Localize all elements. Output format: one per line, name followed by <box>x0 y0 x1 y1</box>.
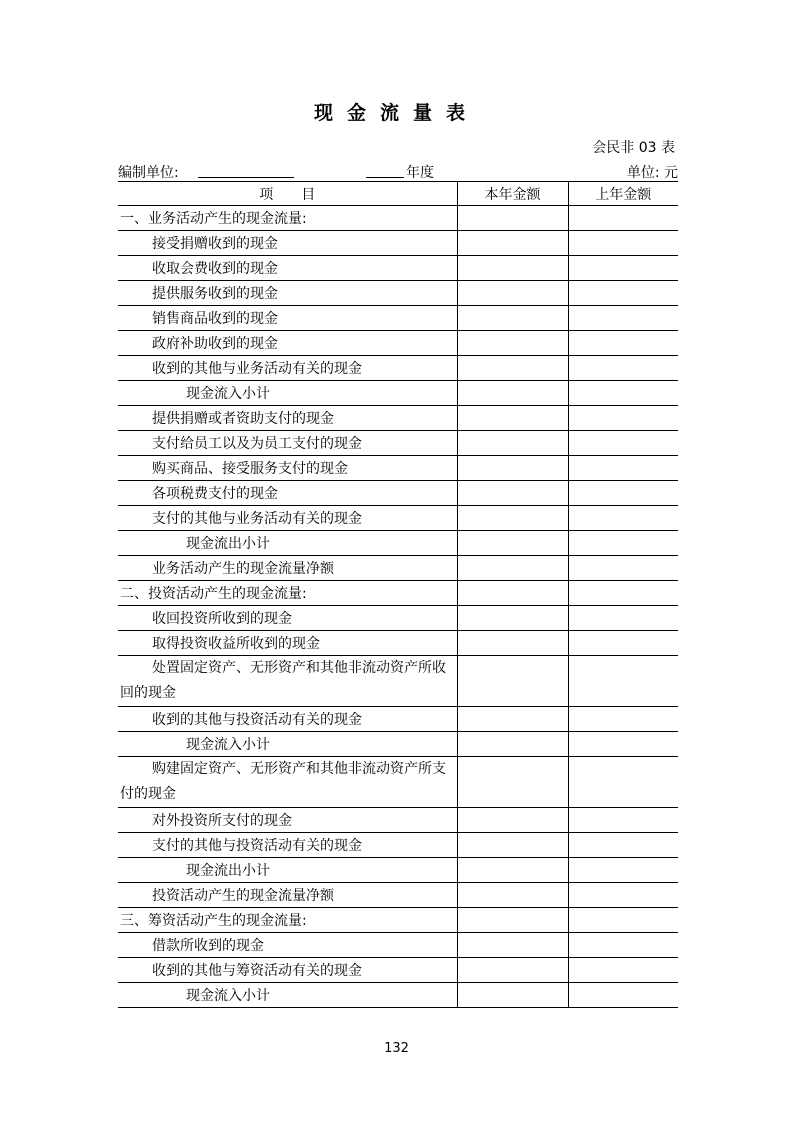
row-item-label: 销售商品收到的现金 <box>118 306 457 331</box>
page-number: 132 <box>384 1041 409 1056</box>
prior-year-amount-cell[interactable] <box>568 356 678 381</box>
prior-year-amount-cell[interactable] <box>568 206 678 231</box>
prior-year-amount-cell[interactable] <box>568 833 678 858</box>
prior-year-amount-cell[interactable] <box>568 908 678 933</box>
year-blank <box>366 177 404 178</box>
prior-year-amount-cell[interactable] <box>568 933 678 958</box>
prior-year-amount-cell[interactable] <box>568 606 678 631</box>
row-item-label: 投资活动产生的现金流量净额 <box>118 883 457 908</box>
table-row <box>118 231 678 256</box>
row-item-label: 现金流出小计 <box>118 531 457 556</box>
prior-year-amount-cell[interactable] <box>568 883 678 908</box>
cash-flow-table <box>118 181 678 1008</box>
prior-year-amount-cell[interactable] <box>568 256 678 281</box>
table-row <box>118 757 678 808</box>
current-year-amount-cell[interactable] <box>457 983 568 1008</box>
table-row <box>118 531 678 556</box>
table-row <box>118 356 678 381</box>
current-year-amount-cell[interactable] <box>457 431 568 456</box>
table-row <box>118 732 678 757</box>
row-item-label: 收到的其他与筹资活动有关的现金 <box>118 958 457 983</box>
table-row <box>118 381 678 406</box>
prior-year-amount-cell[interactable] <box>568 958 678 983</box>
row-item-label: 各项税费支付的现金 <box>118 481 457 506</box>
table-row <box>118 556 678 581</box>
current-year-amount-cell[interactable] <box>457 833 568 858</box>
table-row <box>118 908 678 933</box>
prior-year-amount-cell[interactable] <box>568 431 678 456</box>
current-year-amount-cell[interactable] <box>457 958 568 983</box>
document-title: 现金流量表 <box>313 102 479 124</box>
currency-unit-label: 单位: 元 <box>626 165 678 181</box>
current-year-amount-cell[interactable] <box>457 331 568 356</box>
row-item-label: 提供捐赠或者资助支付的现金 <box>118 406 457 431</box>
table-row <box>118 808 678 833</box>
current-year-amount-cell[interactable] <box>457 808 568 833</box>
current-year-amount-cell[interactable] <box>457 381 568 406</box>
current-year-amount-cell[interactable] <box>457 732 568 757</box>
table-row <box>118 306 678 331</box>
table-row <box>118 206 678 231</box>
row-item-label: 现金流入小计 <box>118 732 457 757</box>
current-year-amount-cell[interactable] <box>457 581 568 606</box>
prior-year-amount-cell[interactable] <box>568 808 678 833</box>
current-year-amount-cell[interactable] <box>457 757 568 808</box>
row-item-label: 支付给员工以及为员工支付的现金 <box>118 431 457 456</box>
prior-year-amount-cell[interactable] <box>568 656 678 707</box>
table-row <box>118 406 678 431</box>
prior-year-amount-cell[interactable] <box>568 757 678 808</box>
year-label: 年度 <box>406 165 434 181</box>
current-year-amount-cell[interactable] <box>457 883 568 908</box>
row-item-label: 提供服务收到的现金 <box>118 281 457 306</box>
current-year-amount-cell[interactable] <box>457 231 568 256</box>
header-item: 项目 <box>118 182 457 206</box>
row-item-label: 取得投资收益所收到的现金 <box>118 631 457 656</box>
row-item-label: 业务活动产生的现金流量净额 <box>118 556 457 581</box>
table-row <box>118 281 678 306</box>
current-year-amount-cell[interactable] <box>457 256 568 281</box>
reporting-unit-blank <box>198 177 294 178</box>
prior-year-amount-cell[interactable] <box>568 406 678 431</box>
current-year-amount-cell[interactable] <box>457 456 568 481</box>
row-item-label: 支付的其他与业务活动有关的现金 <box>118 506 457 531</box>
row-item-label: 收到的其他与投资活动有关的现金 <box>118 707 457 732</box>
prior-year-amount-cell[interactable] <box>568 858 678 883</box>
table-row <box>118 481 678 506</box>
current-year-amount-cell[interactable] <box>457 858 568 883</box>
row-item-label: 处置固定资产、无形资产和其他非流动资产所收回的现金 <box>118 656 457 707</box>
current-year-amount-cell[interactable] <box>457 933 568 958</box>
row-item-label: 三、筹资活动产生的现金流量: <box>118 908 457 933</box>
form-code: 会民非 03 表 <box>592 140 675 156</box>
row-item-label: 借款所收到的现金 <box>118 933 457 958</box>
table-row <box>118 833 678 858</box>
row-item-label: 接受捐赠收到的现金 <box>118 231 457 256</box>
current-year-amount-cell[interactable] <box>457 707 568 732</box>
prior-year-amount-cell[interactable] <box>568 231 678 256</box>
table-row <box>118 256 678 281</box>
prior-year-amount-cell[interactable] <box>568 506 678 531</box>
row-item-label: 收回投资所收到的现金 <box>118 606 457 631</box>
row-item-label: 现金流入小计 <box>118 983 457 1008</box>
table-row <box>118 858 678 883</box>
current-year-amount-cell[interactable] <box>457 306 568 331</box>
current-year-amount-cell[interactable] <box>457 356 568 381</box>
row-item-label: 二、投资活动产生的现金流量: <box>118 581 457 606</box>
prior-year-amount-cell[interactable] <box>568 281 678 306</box>
current-year-amount-cell[interactable] <box>457 631 568 656</box>
current-year-amount-cell[interactable] <box>457 206 568 231</box>
prior-year-amount-cell[interactable] <box>568 707 678 732</box>
current-year-amount-cell[interactable] <box>457 506 568 531</box>
prior-year-amount-cell[interactable] <box>568 732 678 757</box>
prior-year-amount-cell[interactable] <box>568 556 678 581</box>
row-item-label: 现金流入小计 <box>118 381 457 406</box>
header-current-year: 本年金额 <box>457 182 568 206</box>
table-row <box>118 631 678 656</box>
current-year-amount-cell[interactable] <box>457 481 568 506</box>
row-item-label: 购买商品、接受服务支付的现金 <box>118 456 457 481</box>
row-item-label: 一、业务活动产生的现金流量: <box>118 206 457 231</box>
row-item-label: 现金流出小计 <box>118 858 457 883</box>
table-row <box>118 656 678 707</box>
table-row <box>118 606 678 631</box>
table-header-row <box>118 182 678 206</box>
row-item-label: 政府补助收到的现金 <box>118 331 457 356</box>
table-row <box>118 707 678 732</box>
current-year-amount-cell[interactable] <box>457 556 568 581</box>
table-row <box>118 506 678 531</box>
row-item-label: 收到的其他与业务活动有关的现金 <box>118 356 457 381</box>
current-year-amount-cell[interactable] <box>457 908 568 933</box>
current-year-amount-cell[interactable] <box>457 606 568 631</box>
prior-year-amount-cell[interactable] <box>568 581 678 606</box>
table-row <box>118 581 678 606</box>
meta-row <box>118 160 678 182</box>
prior-year-amount-cell[interactable] <box>568 331 678 356</box>
current-year-amount-cell[interactable] <box>457 281 568 306</box>
header-prior-year: 上年金额 <box>568 182 678 206</box>
prior-year-amount-cell[interactable] <box>568 983 678 1008</box>
table-row <box>118 983 678 1008</box>
row-item-label: 对外投资所支付的现金 <box>118 808 457 833</box>
prior-year-amount-cell[interactable] <box>568 481 678 506</box>
table-row <box>118 456 678 481</box>
row-item-label: 购建固定资产、无形资产和其他非流动资产所支付的现金 <box>118 757 457 808</box>
table-row <box>118 431 678 456</box>
reporting-unit-label: 编制单位: <box>118 165 179 181</box>
row-item-label: 收取会费收到的现金 <box>118 256 457 281</box>
table-row <box>118 331 678 356</box>
prior-year-amount-cell[interactable] <box>568 381 678 406</box>
table-row <box>118 958 678 983</box>
current-year-amount-cell[interactable] <box>457 406 568 431</box>
prior-year-amount-cell[interactable] <box>568 306 678 331</box>
prior-year-amount-cell[interactable] <box>568 531 678 556</box>
current-year-amount-cell[interactable] <box>457 531 568 556</box>
table-row <box>118 933 678 958</box>
table-row <box>118 883 678 908</box>
row-item-label: 支付的其他与投资活动有关的现金 <box>118 833 457 858</box>
current-year-amount-cell[interactable] <box>457 656 568 707</box>
prior-year-amount-cell[interactable] <box>568 631 678 656</box>
prior-year-amount-cell[interactable] <box>568 456 678 481</box>
